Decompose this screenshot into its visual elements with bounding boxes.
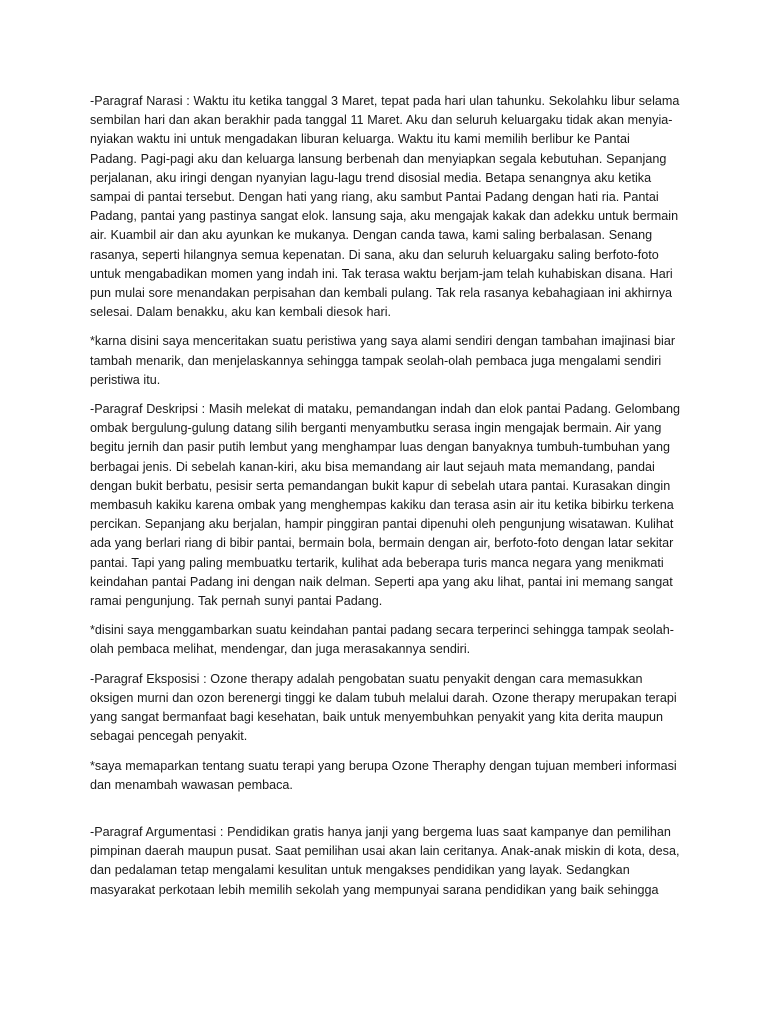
paragraph-eksposisi: -Paragraf Eksposisi : Ozone therapy adalah pengobatan suatu penyakit dengan cara memasukkan oksigen murni dan ozon berenergi tinggi ke dalam tubuh melalui darah. Ozone therapy merupakan terapi yang sangat bermanfaat bagi kesehatan, baik untuk menyembuhkan penyakit yang kita derita maupun sebagai pencegah penyakit.: [90, 671, 677, 744]
paragraph-deskripsi-note: *disini saya menggambarkan suatu keindahan pantai padang secara terperinci sehingga tampak seolah-olah pembaca melihat, mendengar, dan juga merasakannya sendiri.: [90, 623, 674, 657]
paragraph-eksposisi-note: *saya memaparkan tentang suatu terapi yang berupa Ozone Theraphy dengan tujuan memberi informasi dan menambah wawasan pembaca.: [90, 758, 677, 792]
paragraph-narasi-note: *karna disini saya menceritakan suatu peristiwa yang saya alami sendiri dengan tambahan imajinasi biar tambah menarik, dan menjelaskannya sehingga tampak seolah-olah pembaca juga mengalami sendiri peristiwa itu.: [90, 334, 676, 387]
paragraph-deskripsi: -Paragraf Deskripsi : Masih melekat di mataku, pemandangan indah dan elok pantai Padang. Gelombang ombak bergulung-gulung datang silih berganti menyambutku serasa ingin mengajak bermain. Air yang begitu jernih dan pasir putih lembut yang menghampar luas dengan banyaknya tumbuh-tumbuhan yang berbagai jenis. Di sebelah kanan-kiri, aku bisa memandang air laut sejauh mata memandang, pandai dengan bukit berbatu, pesisir serta pemandangan bukit kapur di sebelah utara pantai. Kurasakan dingin membasuh kakiku karena ombak yang menghempas kakiku dan terasa asin air itu ketika bibirku terkena percikan. Sepanjang aku berjalan, hampir pinggiran pantai dipenuhi oleh pengunjung wisatawan. Kulihat ada yang berlari riang di bibir pantai, bermain bola, bermain dengan air, berfoto-foto dengan latar sekitar pantai. Tapi yang paling membuatku tertarik, kulihat ada beberapa turis manca negara yang menikmati keindahan pantai Padang ini dengan naik delman. Seperti apa yang aku lihat, pantai ini memang sangat ramai pengunjung. Tak pernah sunyi pantai Padang.: [90, 402, 680, 609]
paragraph-argumentasi: -Paragraf Argumentasi : Pendidikan gratis hanya janji yang bergema luas saat kampanye dan pemilihan pimpinan daerah maupun pusat. Saat pemilihan usai akan lain ceritanya. Anak-anak miskin di kota, desa, dan pedalaman tetap mengalami kesulitan untuk mengakses pendidikan yang layak. Sedangkan masyarakat perkotaan lebih memilih sekolah yang mempunyai sarana pendidikan yang baik sehingga: [90, 824, 680, 897]
paragraph-narasi: -Paragraf Narasi : Waktu itu ketika tanggal 3 Maret, tepat pada hari ulan tahunku. Sekolahku libur selama sembilan hari dan akan berakhir pada tanggal 11 Maret. Aku dan seluruh keluargaku tidak akan menyia-nyiakan waktu ini untuk mengadakan liburan keluarga. Waktu itu kami memilih berlibur ke Pantai Padang. Pagi-pagi aku dan keluarga lansung berbenah dan menyiapkan segala kebutuhan. Sepanjang perjalanan, aku iringi dengan nyanyian lagu-lagu trend disosial media. Betapa senangnya aku ketika sampai di pantai tersebut. Dengan hati yang riang, aku sambut Pantai Padang dengan hati ria. Pantai Padang, pantai yang pastinya sangat elok. lansung saja, aku mengajak kakak dan adekku untuk bermain air. Kuambil air dan aku ayunkan ke mukanya. Dengan canda tawa, kami saling berbalasan. Senang rasanya, seperti hilangnya semua kepenatan. Di sana, aku dan seluruh keluargaku saling berfoto-foto untuk mengabadikan momen yang indah ini. Tak terasa waktu berjam-jam telah kuhabiskan disana. Hari pun mulai sore menandakan perpisahan dan kembali pulang. Tak rela rasanya kebahagiaan ini akhirnya selesai. Dalam benakku, aku kan kembali diesok hari.: [90, 94, 680, 320]
